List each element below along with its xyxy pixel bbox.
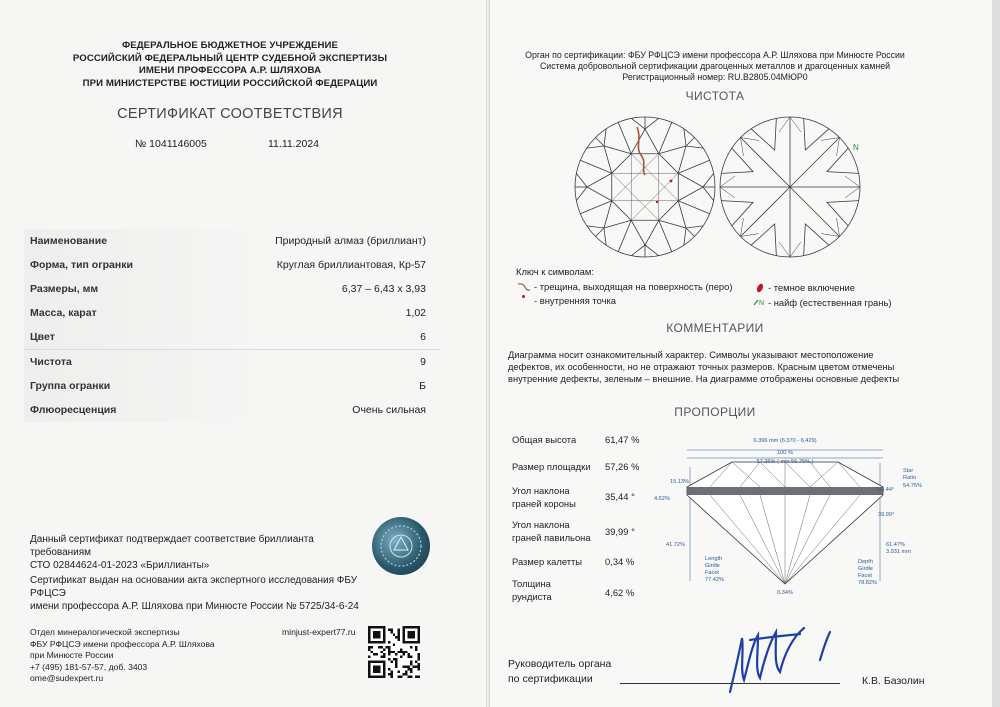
basis-line: имени профессора А.Р. Шляхова при Минюсте России № 5725/34-6-24 bbox=[30, 601, 359, 612]
star-ratio-label: Ratio bbox=[903, 475, 917, 481]
contact-line: ФБУ РФЦСЭ имени профессора А.Р. Шляхова bbox=[30, 638, 215, 649]
property-row bbox=[24, 253, 440, 278]
institution-line: ИМЕНИ ПРОФЕССОРА А.Р. ШЛЯХОВА bbox=[138, 65, 322, 77]
proportion-label: Общая высота bbox=[512, 434, 577, 445]
institution-line: РОССИЙСКИЙ ФЕДЕРАЛЬНЫЙ ЦЕНТР СУДЕБНОЙ ЭКСПЕРТИЗЫ bbox=[72, 52, 388, 64]
page-fold bbox=[486, 0, 490, 707]
comments-section-title: КОММЕНТАРИИ bbox=[666, 321, 764, 335]
feather-symbol bbox=[637, 127, 645, 175]
comment-line: Диаграмма носит ознакомительный характер. Символы указывают местоположение bbox=[508, 350, 874, 360]
proportions-diagram bbox=[640, 432, 930, 607]
proportions-section-title: ПРОПОРЦИИ bbox=[674, 405, 756, 419]
property-label: Масса, карат bbox=[30, 307, 97, 319]
page-edge bbox=[992, 0, 1000, 707]
certificate-title: СЕРТИФИКАТ СООТВЕТСТВИЯ bbox=[117, 106, 343, 122]
clarity-section-title: ЧИСТОТА bbox=[685, 89, 745, 103]
comment-line: дефектов, их особенности, но не отражают точных размеров. Красным цветом отмечены bbox=[508, 362, 895, 372]
depth-girdle-value: 78.82% bbox=[858, 580, 877, 586]
property-value: Очень сильная bbox=[352, 404, 426, 416]
property-value: 6 bbox=[420, 331, 426, 343]
natural-legend-icon bbox=[753, 294, 767, 307]
depth-girdle-label: Girdle bbox=[858, 566, 873, 572]
clarity-plot-crown bbox=[570, 112, 720, 262]
property-value: Б bbox=[419, 380, 426, 392]
conformity-line: Данный сертификат подтверждает соответствие бриллианта требованиям bbox=[30, 534, 314, 558]
header-line: Система добровольной сертификации драгоценных металлов и драгоценных камней bbox=[539, 61, 891, 71]
property-label: Наименование bbox=[30, 235, 108, 247]
proportion-value: 0,34 % bbox=[605, 556, 635, 567]
property-value: Природный алмаз (бриллиант) bbox=[275, 235, 426, 247]
proportion-value: 4,62 % bbox=[605, 587, 635, 598]
signature-role-line: по сертификации bbox=[508, 673, 593, 685]
property-value: 9 bbox=[420, 356, 426, 368]
proportion-value: 61,47 % bbox=[605, 434, 640, 445]
property-value: Круглая бриллиантовая, Кр-57 bbox=[276, 259, 426, 271]
feather-legend-icon bbox=[517, 279, 531, 289]
pinpoint-symbol bbox=[656, 201, 658, 203]
proportion-label: Угол наклона граней павильона bbox=[512, 519, 591, 543]
property-label: Флюоресценция bbox=[30, 404, 117, 416]
star-ratio-value: 54.75% bbox=[903, 483, 922, 489]
star-ratio-label: Star bbox=[903, 468, 914, 474]
pinpoint-symbol bbox=[670, 180, 673, 183]
property-row bbox=[24, 325, 440, 350]
diameter-label: 6.396 mm (6.370 - 6.429) bbox=[753, 438, 817, 444]
property-row bbox=[24, 301, 440, 326]
basis-line: Сертификат выдан на основании акта экспертного исследования ФБУ РФЦСЭ bbox=[30, 575, 358, 599]
property-label: Чистота bbox=[30, 356, 72, 368]
proportion-label: Толщина рундиста bbox=[512, 578, 552, 602]
natural-mark: N bbox=[853, 143, 859, 152]
contact-line: ome@sudexpert.ru bbox=[30, 673, 104, 684]
header-line: Орган по сертификации: ФБУ РФЦСЭ имени профессора А.Р. Шляхова при Минюсте России bbox=[525, 50, 905, 60]
qr-code-icon[interactable] bbox=[368, 626, 420, 678]
comment-line: внутренние дефекты, зеленым – внешние. На диаграмме отображены основные дефекты bbox=[508, 374, 900, 384]
property-row bbox=[24, 350, 440, 375]
conformity-statement bbox=[30, 533, 370, 572]
table-label: 57.26% ( min 56.75% ) bbox=[756, 459, 814, 465]
lgf-label: Girdle bbox=[705, 563, 720, 569]
legend-dark-inclusion: - темное включение bbox=[768, 282, 855, 293]
pavilion-angle-label: 39.99° bbox=[878, 512, 895, 518]
signature-role-line: Руководитель органа bbox=[508, 658, 612, 670]
certificate-date: 11.11.2024 bbox=[268, 138, 319, 150]
property-label: Форма, тип огранки bbox=[30, 259, 133, 271]
signature-role bbox=[508, 657, 611, 687]
pavilion-depth-label: 41.72% bbox=[666, 542, 685, 548]
culet-label: 0.34% bbox=[777, 590, 793, 596]
clarity-plot-pavilion bbox=[715, 112, 865, 262]
property-label: Размеры, мм bbox=[30, 283, 99, 295]
crown-height-label: 15.13% bbox=[670, 479, 689, 485]
lgf-label: Length bbox=[705, 556, 723, 562]
institution-header bbox=[40, 40, 420, 90]
property-label: Цвет bbox=[30, 331, 55, 343]
girdle-label: 4.62% bbox=[654, 496, 670, 502]
contact-line: при Минюсте России bbox=[30, 650, 114, 661]
certification-body-header bbox=[505, 50, 925, 83]
hundred-label: 100 % bbox=[777, 450, 793, 456]
proportion-label: Размер площадки bbox=[512, 461, 591, 472]
proportion-value: 57,26 % bbox=[605, 461, 640, 472]
proportion-value: 35,44 ° bbox=[605, 491, 635, 502]
conformity-line: СТО 02844624-01-2023 «Бриллианты» bbox=[30, 560, 210, 571]
header-line: Регистрационный номер: RU.B2805.04МЮР0 bbox=[622, 72, 808, 82]
property-label: Группа огранки bbox=[30, 380, 111, 392]
legend-title: Ключ к символам: bbox=[516, 266, 594, 277]
institution-line: ФЕДЕРАЛЬНОЕ БЮДЖЕТНОЕ УЧРЕЖДЕНИЕ bbox=[121, 40, 339, 51]
total-depth-label: 61.47% bbox=[886, 542, 905, 548]
total-depth-mm: 3.931 mm bbox=[886, 549, 911, 555]
institution-line: ПРИ МИНИСТЕРСТВЕ ЮСТИЦИИ РОССИЙСКОЙ ФЕДЕРАЦИИ bbox=[82, 77, 378, 89]
lgf-label: Facet bbox=[705, 570, 719, 576]
legend-feather: - трещина, выходящая на поверхность (перо) bbox=[534, 281, 733, 292]
website-link[interactable]: minjust-expert77.ru bbox=[282, 627, 356, 637]
comments-text bbox=[508, 349, 923, 385]
legend-pinpoint: - внутренняя точка bbox=[534, 295, 617, 306]
property-value: 1,02 bbox=[405, 307, 426, 319]
dark-inclusion-legend-icon bbox=[756, 281, 764, 293]
proportion-value: 39,99 ° bbox=[605, 526, 635, 537]
depth-girdle-label: Depth bbox=[858, 559, 873, 565]
lgf-value: 77.42% bbox=[705, 577, 724, 583]
pinpoint-legend-icon bbox=[522, 295, 525, 298]
property-row bbox=[24, 277, 440, 302]
hologram-seal bbox=[372, 517, 430, 575]
proportion-label: Угол наклона граней короны bbox=[512, 485, 576, 509]
department-contacts bbox=[30, 627, 270, 685]
property-value: 6,37 – 6,43 x 3,93 bbox=[341, 283, 426, 295]
crown-angle-label: 35.44° bbox=[878, 487, 895, 493]
contact-line: +7 (495) 181-57-57, доб. 3403 bbox=[30, 661, 148, 672]
handwritten-signature bbox=[700, 620, 850, 700]
proportion-label: Размер калетты bbox=[512, 556, 583, 567]
property-row bbox=[24, 398, 440, 422]
property-row bbox=[24, 229, 440, 254]
depth-girdle-label: Facet bbox=[858, 573, 872, 579]
basis-statement bbox=[30, 574, 390, 613]
contact-line: Отдел минералогической экспертизы bbox=[30, 627, 180, 637]
property-row bbox=[24, 374, 440, 399]
certificate-number: № 1041146005 bbox=[135, 138, 207, 150]
legend-natural: - найф (естественная грань) bbox=[768, 297, 892, 308]
svg-text:N: N bbox=[759, 300, 765, 307]
signatory-name: К.В. Базолин bbox=[862, 675, 925, 687]
